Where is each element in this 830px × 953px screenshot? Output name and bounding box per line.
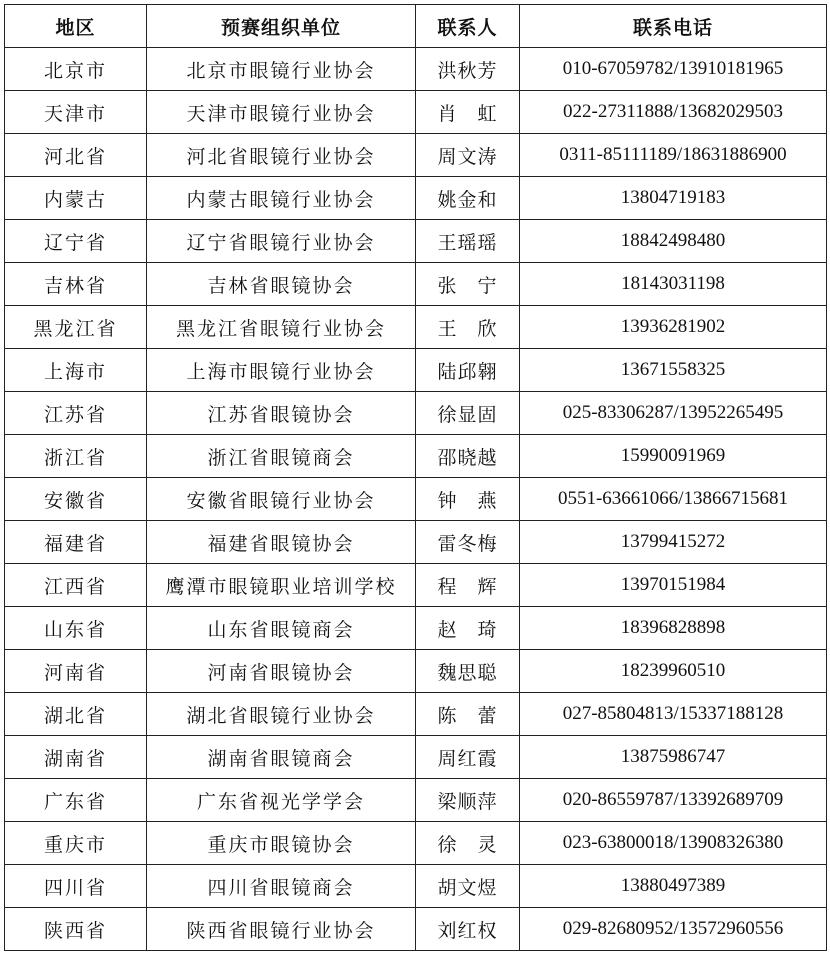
organizer-cell: 内蒙古眼镜行业协会 xyxy=(147,177,416,220)
region-cell: 黑龙江省 xyxy=(5,306,147,349)
header-organizer: 预赛组织单位 xyxy=(147,5,416,48)
phone-cell: 010-67059782/13910181965 xyxy=(520,48,827,91)
phone-cell: 18239960510 xyxy=(520,650,827,693)
organizer-cell: 四川省眼镜商会 xyxy=(147,865,416,908)
phone-cell: 13799415272 xyxy=(520,521,827,564)
organizer-cell: 福建省眼镜协会 xyxy=(147,521,416,564)
organizer-cell: 浙江省眼镜商会 xyxy=(147,435,416,478)
contact-cell: 胡文煜 xyxy=(416,865,520,908)
contact-cell: 徐显固 xyxy=(416,392,520,435)
table-row xyxy=(5,263,827,306)
organizer-cell: 河北省眼镜行业协会 xyxy=(147,134,416,177)
table-row xyxy=(5,134,827,177)
region-cell: 吉林省 xyxy=(5,263,147,306)
phone-cell: 023-63800018/13908326380 xyxy=(520,822,827,865)
contact-cell: 陆邱翱 xyxy=(416,349,520,392)
phone-cell: 13936281902 xyxy=(520,306,827,349)
contact-cell: 周红霞 xyxy=(416,736,520,779)
organizer-cell: 湖北省眼镜行业协会 xyxy=(147,693,416,736)
organizer-cell: 黑龙江省眼镜行业协会 xyxy=(147,306,416,349)
table-row xyxy=(5,908,827,951)
organizer-cell: 重庆市眼镜协会 xyxy=(147,822,416,865)
table-row xyxy=(5,779,827,822)
organizer-cell: 江苏省眼镜协会 xyxy=(147,392,416,435)
contact-cell: 姚金和 xyxy=(416,177,520,220)
region-cell: 天津市 xyxy=(5,91,147,134)
phone-cell: 13804719183 xyxy=(520,177,827,220)
contact-cell: 刘红权 xyxy=(416,908,520,951)
header-phone: 联系电话 xyxy=(520,5,827,48)
phone-cell: 18396828898 xyxy=(520,607,827,650)
contact-cell: 程 辉 xyxy=(416,564,520,607)
organizer-cell: 广东省视光学学会 xyxy=(147,779,416,822)
table-row xyxy=(5,48,827,91)
contact-cell: 王 欣 xyxy=(416,306,520,349)
contact-cell: 雷冬梅 xyxy=(416,521,520,564)
phone-cell: 13880497389 xyxy=(520,865,827,908)
region-cell: 辽宁省 xyxy=(5,220,147,263)
organizer-cell: 辽宁省眼镜行业协会 xyxy=(147,220,416,263)
phone-cell: 13875986747 xyxy=(520,736,827,779)
phone-cell: 029-82680952/13572960556 xyxy=(520,908,827,951)
header-row xyxy=(5,5,827,48)
region-cell: 陕西省 xyxy=(5,908,147,951)
region-cell: 四川省 xyxy=(5,865,147,908)
table-row xyxy=(5,392,827,435)
table-row xyxy=(5,91,827,134)
table-row xyxy=(5,306,827,349)
table-row xyxy=(5,693,827,736)
region-cell: 河北省 xyxy=(5,134,147,177)
table-header xyxy=(5,5,827,48)
organizer-cell: 上海市眼镜行业协会 xyxy=(147,349,416,392)
contact-cell: 周文涛 xyxy=(416,134,520,177)
region-cell: 福建省 xyxy=(5,521,147,564)
table-row xyxy=(5,865,827,908)
contact-cell: 陈 蕾 xyxy=(416,693,520,736)
region-cell: 北京市 xyxy=(5,48,147,91)
contact-table xyxy=(4,4,827,951)
table-row xyxy=(5,349,827,392)
contact-cell: 张 宁 xyxy=(416,263,520,306)
contact-cell: 梁顺萍 xyxy=(416,779,520,822)
organizer-cell: 湖南省眼镜商会 xyxy=(147,736,416,779)
table-row xyxy=(5,521,827,564)
phone-cell: 022-27311888/13682029503 xyxy=(520,91,827,134)
region-cell: 安徽省 xyxy=(5,478,147,521)
table-row xyxy=(5,177,827,220)
organizer-cell: 河南省眼镜协会 xyxy=(147,650,416,693)
contact-cell: 邵晓越 xyxy=(416,435,520,478)
region-cell: 上海市 xyxy=(5,349,147,392)
contact-cell: 肖 虹 xyxy=(416,91,520,134)
organizer-cell: 鹰潭市眼镜职业培训学校 xyxy=(147,564,416,607)
phone-cell: 13671558325 xyxy=(520,349,827,392)
table-row xyxy=(5,478,827,521)
organizer-cell: 山东省眼镜商会 xyxy=(147,607,416,650)
organizer-cell: 安徽省眼镜行业协会 xyxy=(147,478,416,521)
phone-cell: 15990091969 xyxy=(520,435,827,478)
phone-cell: 0311-85111189/18631886900 xyxy=(520,134,827,177)
table-row xyxy=(5,650,827,693)
contact-cell: 王瑶瑶 xyxy=(416,220,520,263)
table-row xyxy=(5,564,827,607)
table-body xyxy=(5,48,827,951)
region-cell: 江苏省 xyxy=(5,392,147,435)
organizer-cell: 陕西省眼镜行业协会 xyxy=(147,908,416,951)
contact-cell: 洪秋芳 xyxy=(416,48,520,91)
region-cell: 河南省 xyxy=(5,650,147,693)
organizer-cell: 北京市眼镜行业协会 xyxy=(147,48,416,91)
organizer-cell: 吉林省眼镜协会 xyxy=(147,263,416,306)
contact-cell: 徐 灵 xyxy=(416,822,520,865)
region-cell: 山东省 xyxy=(5,607,147,650)
contact-cell: 钟 燕 xyxy=(416,478,520,521)
header-region: 地区 xyxy=(5,5,147,48)
phone-cell: 18842498480 xyxy=(520,220,827,263)
table-row xyxy=(5,736,827,779)
region-cell: 重庆市 xyxy=(5,822,147,865)
phone-cell: 13970151984 xyxy=(520,564,827,607)
region-cell: 内蒙古 xyxy=(5,177,147,220)
header-contact: 联系人 xyxy=(416,5,520,48)
phone-cell: 18143031198 xyxy=(520,263,827,306)
region-cell: 浙江省 xyxy=(5,435,147,478)
region-cell: 湖南省 xyxy=(5,736,147,779)
region-cell: 湖北省 xyxy=(5,693,147,736)
phone-cell: 027-85804813/15337188128 xyxy=(520,693,827,736)
phone-cell: 025-83306287/13952265495 xyxy=(520,392,827,435)
table-row xyxy=(5,220,827,263)
region-cell: 广东省 xyxy=(5,779,147,822)
region-cell: 江西省 xyxy=(5,564,147,607)
table-row xyxy=(5,435,827,478)
table-row xyxy=(5,822,827,865)
phone-cell: 020-86559787/13392689709 xyxy=(520,779,827,822)
contact-cell: 魏思聪 xyxy=(416,650,520,693)
phone-cell: 0551-63661066/13866715681 xyxy=(520,478,827,521)
contact-cell: 赵 琦 xyxy=(416,607,520,650)
table-row xyxy=(5,607,827,650)
organizer-cell: 天津市眼镜行业协会 xyxy=(147,91,416,134)
